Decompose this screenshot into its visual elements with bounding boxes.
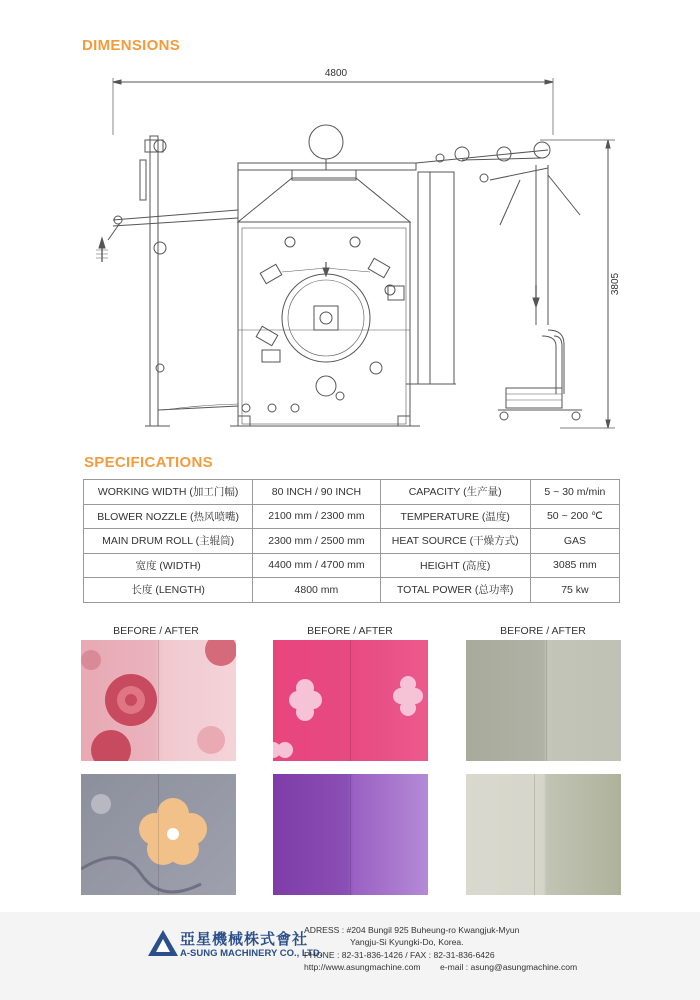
sample-photo-rose-pink [81,640,236,761]
spec-value: 2300 mm / 2500 mm [253,529,380,554]
email-link[interactable]: e-mail : asung@asungmachine.com [440,962,578,972]
spec-label: HEIGHT (高度) [380,553,530,578]
phone-fax: PHONE : 82-31-836-1426 / FAX : 82-31-836-6426 [304,950,495,960]
company-logo-icon [148,930,178,956]
table-row [84,553,620,578]
before-after-label: BEFORE / AFTER [113,625,199,637]
spec-label: TOTAL POWER (总功率) [380,578,530,603]
company-name-english: A-SUNG MACHINERY CO., LTD. [180,948,323,959]
sample-photo-purple [273,774,428,895]
spec-label: MAIN DRUM ROLL (主辊筒) [84,529,253,554]
spec-label: HEAT SOURCE (干燥方式) [380,529,530,554]
sample-photo-beige-fur [466,774,621,895]
table-row [84,504,620,529]
spec-value: 50 ~ 200 ℃ [530,504,619,529]
machine-dimension-drawing [0,60,700,440]
overall-width-label: 4800 [324,68,348,79]
company-name-chinese: 亞星機械株式會社 [180,930,309,948]
table-row [84,480,620,505]
spec-label: 长度 (LENGTH) [84,578,253,603]
specifications-heading: SPECIFICATIONS [84,454,213,471]
table-row [84,529,620,554]
dimensions-heading: DIMENSIONS [82,37,181,54]
spec-label: 宽度 (WIDTH) [84,553,253,578]
table-row [84,578,620,603]
spec-value: 4800 mm [253,578,380,603]
spec-label: CAPACITY (生产量) [380,480,530,505]
spec-value: 5 ~ 30 m/min [530,480,619,505]
overall-height-label: 3805 [610,272,621,296]
spec-label: WORKING WIDTH (加工门幅) [84,480,253,505]
address-line-1: ADRESS : #204 Bungil 925 Buheung-ro Kwangjuk-Myun [304,925,520,935]
website-link[interactable]: http://www.asungmachine.com [304,962,421,972]
sample-photo-floral-grey [81,774,236,895]
spec-value: 2100 mm / 2300 mm [253,504,380,529]
address-line-2: Yangju-Si Kyungki-Do, Korea. [350,937,464,947]
spec-label: TEMPERATURE (温度) [380,504,530,529]
sample-photo-flower-magenta [273,640,428,761]
before-after-label: BEFORE / AFTER [307,625,393,637]
spec-value: 80 INCH / 90 INCH [253,480,380,505]
spec-value: 3085 mm [530,553,619,578]
before-after-label: BEFORE / AFTER [500,625,586,637]
spec-value: 4400 mm / 4700 mm [253,553,380,578]
specifications-table [83,479,620,603]
spec-value: 75 kw [530,578,619,603]
spec-value: GAS [530,529,619,554]
sample-photo-grey-fabric [466,640,621,761]
spec-label: BLOWER NOZZLE (热风喷嘴) [84,504,253,529]
